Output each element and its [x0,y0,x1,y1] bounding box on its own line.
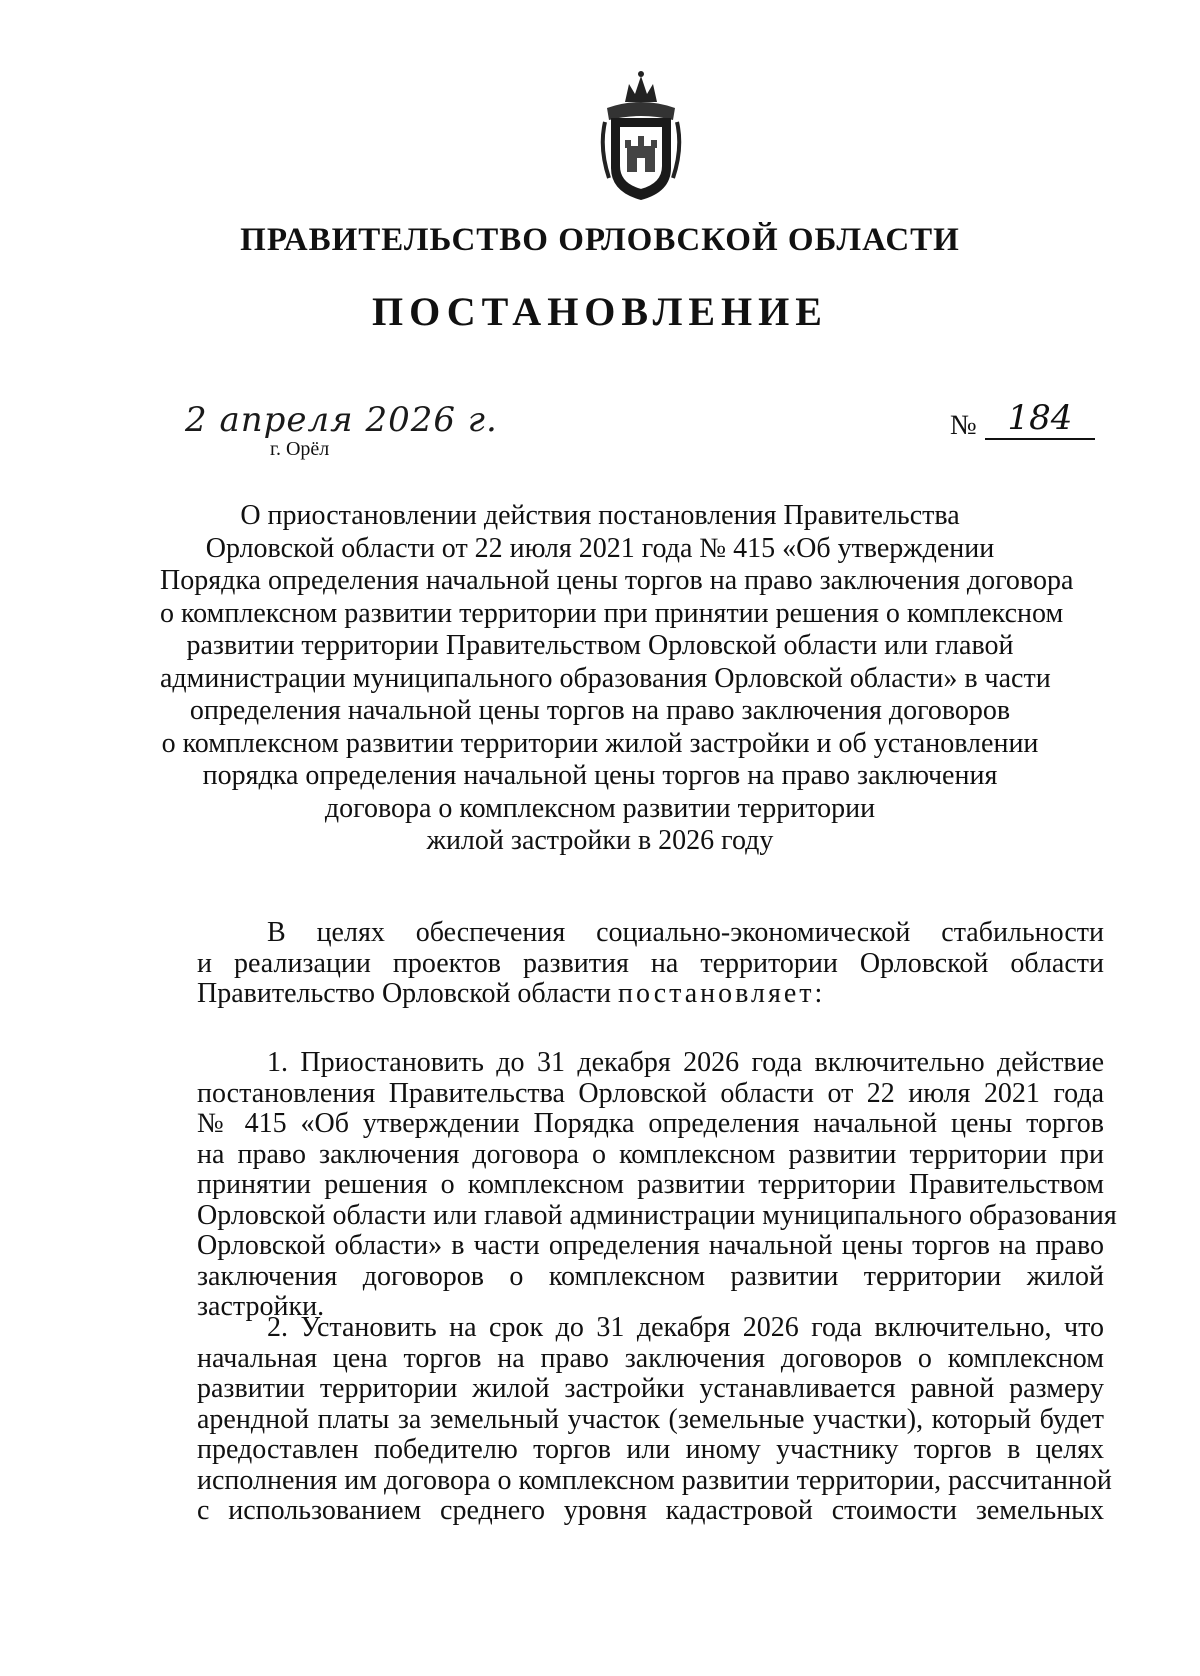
title-line: жилой застройки в 2026 году [426,825,774,856]
paragraph-line: на право заключения договора о комплексном развитии территории при [197,1138,1104,1170]
title-line: развитии территории Правительством Орловской области или главой [186,630,1014,661]
document-city: г. Орёл [270,438,330,460]
paragraph-line: предоставлен победителю торгов или иному участнику торгов в целях [197,1434,1104,1465]
title-line: Порядка определения начальной цены торгов на право заключения договора [160,565,1074,596]
paragraph-line: Орловской области или главой администрации муниципального образования [197,1199,1117,1231]
title-line: администрации муниципального образования Орловской области» в части [160,662,1051,694]
document-date-handwritten: 2 апреля 2026 г. [185,400,498,440]
paragraph-line: с использованием среднего уровня кадастровой стоимости земельных [197,1495,1104,1526]
paragraph-line: № 415 «Об утверждении Порядка определения начальной цены торгов [197,1108,1104,1139]
paragraph-line [197,979,1104,1010]
document-number-label: № [950,410,977,441]
document-type-title: ПОСТАНОВЛЕНИЕ [372,289,828,334]
item-2-paragraph [197,1312,1112,1527]
document-number-value: 184 [985,398,1095,440]
paragraph-line: Орловской области» в части определения начальной цены торгов на право [197,1230,1104,1261]
title-line: определения начальной цены торгов на право заключения договоров [189,695,1011,726]
paragraph-line: принятии решения о комплексном развитии территории Правительством [197,1169,1104,1200]
title-line: договора о комплексном развитии территории [324,792,876,824]
title-line: о комплексном развитии территории жилой застройки и об установлении [161,727,1039,759]
paragraph-line: и реализации проектов развития на территории Орловской области [197,947,1104,979]
paragraph-line: 1. Приостановить до 31 декабря 2026 года включительно действие [267,1047,1104,1078]
paragraph-line: исполнения им договора о комплексном развитии территории, рассчитанной [197,1464,1112,1496]
paragraph-line: арендной платы за земельный участок (земельные участки), который будет [197,1403,1104,1435]
paragraph-line: постановления Правительства Орловской области от 22 июля 2021 года [197,1077,1104,1109]
preamble-decree-word: постановляет: [618,978,826,1009]
title-line: Орловской области от 22 июля 2021 года № 415 «Об утверждении [205,532,995,564]
paragraph-line: развитии территории жилой застройки устанавливается равной размеру [197,1373,1104,1404]
title-line: о комплексном развитии территории при принятии решения о комплексном [160,597,1064,629]
document-subject-title [160,500,1074,858]
paragraph-line: начальная цена торгов на право заключения договоров о комплексном [197,1342,1104,1374]
title-line: О приостановлении действия постановления Правительства [240,500,960,531]
preamble-paragraph [197,918,1104,1010]
organization-title: ПРАВИТЕЛЬСТВО ОРЛОВСКОЙ ОБЛАСТИ [240,222,960,258]
preamble-subject: Правительство Орловской области [197,978,612,1009]
title-line: порядка определения начальной цены торгов на право заключения [202,760,998,791]
paragraph-line: В целях обеспечения социально-экономической стабильности [267,917,1104,948]
paragraph-line: застройки. [197,1291,325,1322]
item-1-paragraph [197,1047,1117,1323]
coat-of-arms-icon [595,68,687,204]
paragraph-line: 2. Установить на срок до 31 декабря 2026 года включительно, что [267,1312,1104,1343]
paragraph-line: заключения договоров о комплексном развитии территории жилой [197,1260,1104,1292]
